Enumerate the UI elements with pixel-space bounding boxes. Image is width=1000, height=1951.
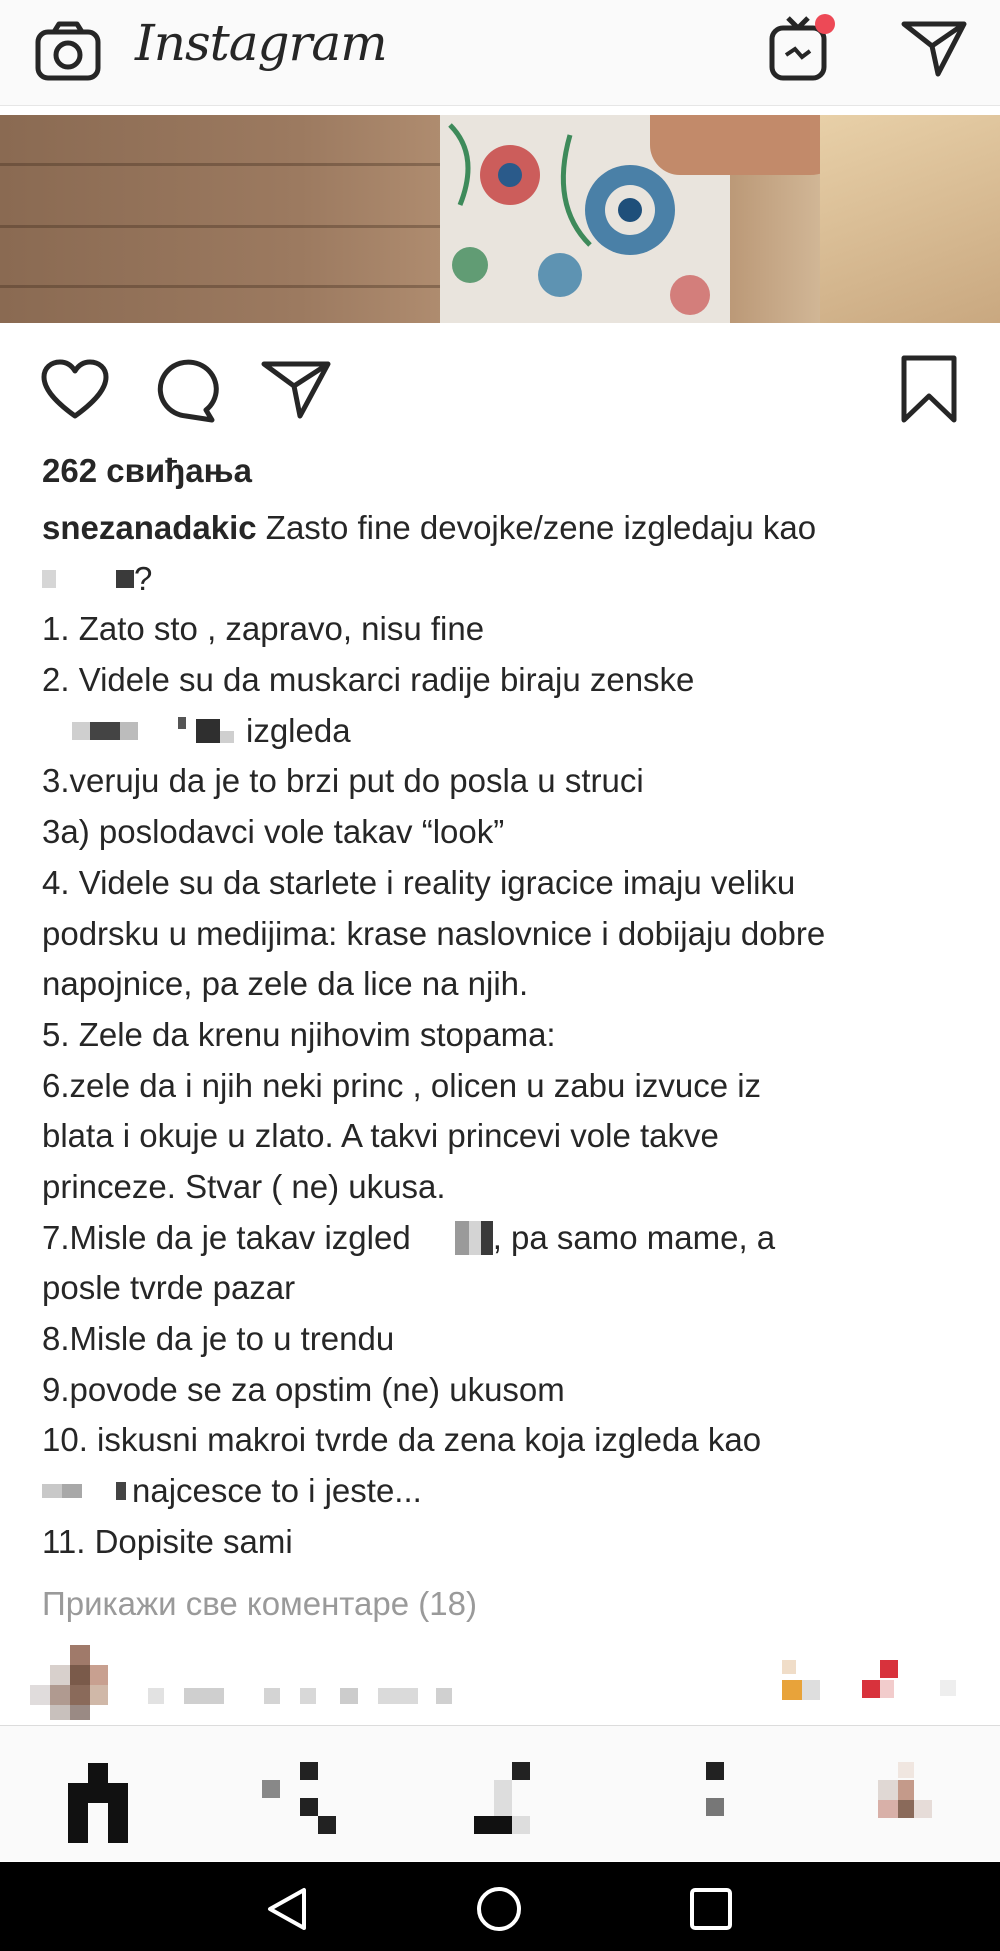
caption-text: 11. Dopisite sami (42, 1522, 293, 1560)
caption-text: princeze. Stvar ( ne) ukusa. (42, 1167, 446, 1205)
instagram-logo[interactable]: Instagram (135, 14, 387, 72)
comment-preview (0, 1640, 1000, 1720)
back-triangle-icon[interactable] (262, 1884, 312, 1934)
caption-text: 6.zele da i njih neki princ , olicen u zabu izvuce iz (42, 1066, 762, 1104)
comment-icon[interactable] (150, 358, 220, 424)
pixelated-text (72, 704, 234, 755)
caption-text: 2. Videle su da muskarci radije biraju zenske (42, 661, 695, 699)
system-navigation-bar (0, 1862, 1000, 1951)
caption-text: 1. Zato sto , zapravo, nisu fine (42, 610, 485, 648)
notification-dot (815, 14, 835, 34)
bottom-navigation (0, 1725, 1000, 1861)
post-caption (42, 503, 972, 1567)
caption-text: 4. Videle su da starlete i reality igracice imaju veliku (42, 863, 796, 901)
recents-square-icon[interactable] (688, 1886, 734, 1932)
caption-text: 7.Misle da je takav izgled (42, 1218, 411, 1256)
view-all-comments-link[interactable]: Прикажи све коментаре (18) (42, 1585, 477, 1622)
caption-text: 5. Zele da krenu njihovim stopama: (42, 1015, 556, 1053)
igtv-icon[interactable] (768, 12, 838, 82)
caption-text: 3a) poslodavci vole takav “look” (42, 813, 505, 851)
caption-text: 9.povode se za opstim (ne) ukusom (42, 1370, 565, 1408)
post-image[interactable] (0, 115, 1000, 323)
top-bar (0, 0, 1000, 106)
username[interactable]: snezanadakic (42, 509, 257, 546)
home-circle-icon[interactable] (474, 1884, 524, 1934)
caption-text: Zasto fine devojke/zene izgledaju kao (256, 509, 817, 546)
share-icon[interactable] (260, 358, 332, 420)
caption-text: napojnice, pa zele da lice na njih. (42, 965, 529, 1003)
pixelated-text (42, 552, 134, 603)
caption-text: posle tvrde pazar (42, 1269, 296, 1307)
pixelated-text (455, 1211, 493, 1262)
caption-text: 10. iskusni makroi tvrde da zena koja izgleda kao (42, 1421, 762, 1459)
camera-icon[interactable] (34, 20, 102, 82)
direct-icon[interactable] (900, 16, 968, 78)
heart-icon[interactable] (40, 358, 110, 422)
pixelated-text (42, 1464, 132, 1515)
caption-text: ? (134, 559, 153, 597)
caption-text: , pa samo mame, a (492, 1218, 776, 1256)
caption-text: blata i okuje u zlato. A takvi princevi vole takve (42, 1117, 719, 1155)
likes-count[interactable]: 262 свиђања (42, 452, 252, 489)
caption-text: podrsku u medijima: krase naslovnice i dobijaju dobre (42, 914, 826, 952)
post-actions (0, 340, 1000, 440)
caption-text: 8.Misle da je to u trendu (42, 1320, 395, 1357)
bookmark-icon[interactable] (900, 354, 958, 424)
caption-text: 3.veruju da je to brzi put do posla u struci (42, 762, 644, 800)
caption-text: najcesce to i jeste... (132, 1472, 422, 1510)
caption-text: izgleda (246, 711, 351, 749)
